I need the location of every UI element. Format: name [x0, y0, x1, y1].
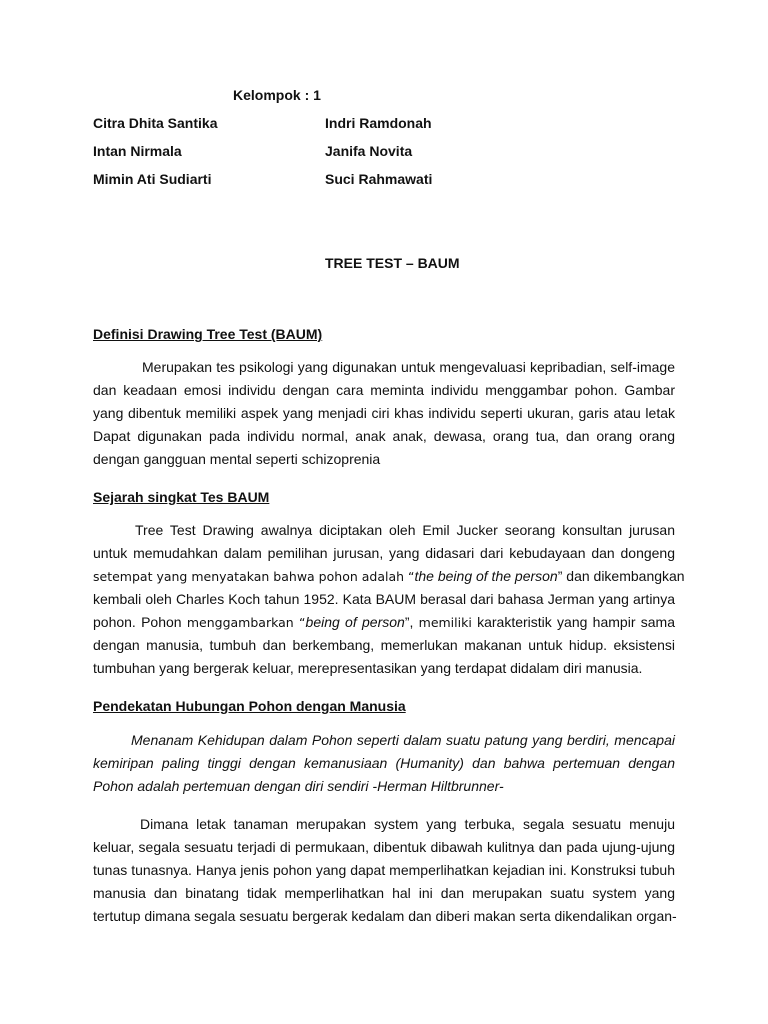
text-segment: ” dan dikembangkan: [557, 568, 685, 584]
text-line: dengan gangguan mental seperti schizoprenia: [93, 451, 381, 467]
member-name: Citra Dhita Santika: [93, 115, 218, 131]
section-heading: Pendekatan Hubungan Pohon dengan Manusia: [93, 698, 406, 714]
quote-line: kemiripan paling tinggi dengan kemanusiaan (Humanity) dan bahwa pertemuan dengan: [93, 755, 675, 771]
section-heading: Definisi Drawing Tree Test (BAUM): [93, 326, 323, 342]
member-name: Mimin Ati Sudiarti: [93, 171, 212, 187]
text-segment: ”,: [404, 614, 419, 630]
member-name: Intan Nirmala: [93, 143, 182, 159]
text-line: kembali oleh Charles Koch tahun 1952. Kata BAUM berasal dari bahasa Jerman yang artinya: [93, 591, 675, 607]
text-line: tertutup dimana segala sesuatu bergerak kedalam dan diberi makan serta dikendalikan organ-: [93, 908, 677, 924]
section-body: [93, 356, 675, 471]
text-line: untuk memudahkan dalam pemilihan jurusan, yang didasari dari kebudayaan dan dongeng: [93, 545, 675, 561]
text-line: tunas tunasnya. Hanya jenis pohon yang dapat memperlihatkan kejadian ini. Konstruksi tubuh: [93, 862, 675, 878]
text-line: Dapat digunakan pada individu normal, anak anak, dewasa, orang tua, dan orang orang: [93, 428, 675, 444]
section-heading: Sejarah singkat Tes BAUM: [93, 489, 270, 505]
text-segment: menggambarkan “: [186, 615, 306, 630]
document-title: TREE TEST – BAUM: [325, 255, 460, 271]
text-segment: setempat yang menyatakan bahwa pohon adalah “: [93, 569, 415, 584]
text-line: Tree Test Drawing awalnya diciptakan oleh Emil Jucker seorang konsultan jurusan: [135, 522, 675, 538]
member-name: Suci Rahmawati: [325, 171, 433, 187]
text-line: manusia dan binatang tidak memperlihatkan hal ini dan merupakan suatu system yang: [93, 885, 675, 901]
quote-block: [93, 729, 675, 798]
quote-line: Menanam Kehidupan dalam Pohon seperti dalam suatu patung yang berdiri, mencapai: [131, 732, 675, 748]
text-segment: pohon. Pohon: [93, 614, 187, 630]
text-line: dan keadaan emosi individu dengan cara meminta individu menggambar pohon. Gambar: [93, 382, 675, 398]
text-line: yang dibentuk memiliki aspek yang menjadi ciri khas individu seperti ukuran, garis atau letak: [93, 405, 675, 421]
text-line: Merupakan tes psikologi yang digunakan untuk mengevaluasi kepribadian, self-image: [142, 359, 675, 375]
text-line: [93, 611, 675, 634]
section-body: [93, 519, 685, 680]
section-body: [93, 813, 675, 928]
text-line: [93, 565, 685, 588]
group-label: Kelompok : 1: [233, 87, 321, 103]
text-line: dengan manusia, tumbuh dan berkembang, memerlukan makanan untuk hidup. eksistensi: [93, 637, 675, 653]
text-line: Dimana letak tanaman merupakan system yang terbuka, segala sesuatu menuju: [140, 816, 675, 832]
text-line: tumbuhan yang bergerak keluar, merepresentasikan yang terdapat didalam diri manusia.: [93, 660, 643, 676]
text-segment-italic: the being of the person: [414, 568, 558, 584]
text-segment: karakteristik yang hampir sama: [471, 614, 675, 630]
member-name: Indri Ramdonah: [325, 115, 432, 131]
member-name: Janifa Novita: [325, 143, 413, 159]
text-line: keluar, segala sesuatu terjadi di permukaan, dibentuk dibawah kulitnya dan pada ujung-ujung: [93, 839, 675, 855]
text-segment: memiliki: [418, 615, 472, 630]
quote-line: Pohon adalah pertemuan dengan diri sendiri -Herman Hiltbrunner-: [93, 778, 504, 794]
text-segment-italic: being of person: [305, 614, 405, 630]
